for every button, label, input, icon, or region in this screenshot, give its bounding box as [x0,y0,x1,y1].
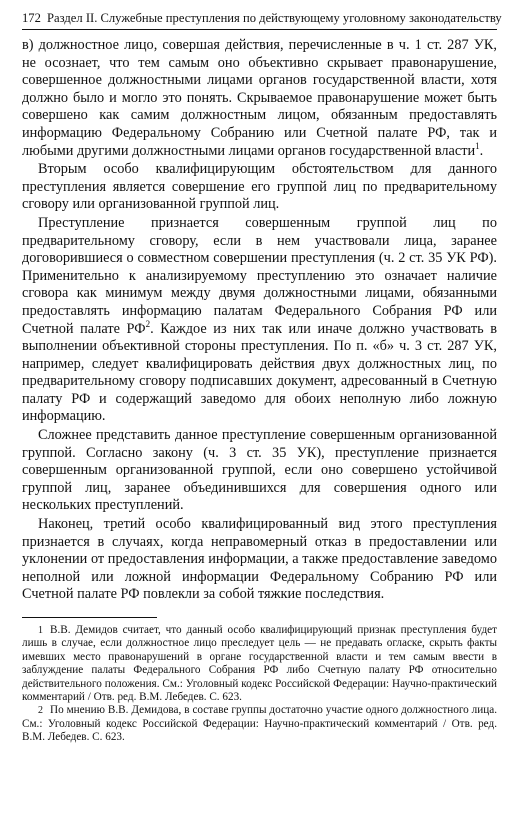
paragraph-3-text-b: . Каждое из них так или иначе должно участвовать в выполнении объективной стороны преступления. По п. «б» ч. 3 ст. 287 УК, например, следует квалифицировать действия двух должностных лиц, по предварительному сговору подписавших документ, адресованный в Счетную палату РФ и содержащий заведомо для обоих неполную либо ложную информацию. [22,320,497,425]
body-text [22,37,497,604]
paragraph-4: Сложнее представить данное преступление совершенным организованной группой. Согласно закону (ч. 3 ст. 35 УК), преступление признается совершенным организованной группой, если оно совершено устойчивой группой лиц, заранее объединившихся для совершения одного или нескольких преступлений. [22,427,497,514]
paragraph-2: Вторым особо квалифицирующим обстоятельством для данного преступления является совершение его группой лиц по предварительному сговору или организованной группой лиц. [22,161,497,213]
footnote-1 [22,624,497,704]
paragraph-5: Наконец, третий особо квалифицированный вид этого преступления признается в случаях, когда неправомерный отказ в предоставлении или уклонении от предоставления информации, а также предоставление заведомо неполной или ложной информации Федеральному Собранию РФ или Счетной палате РФ повлекли за собой тяжкие последствия. [22,516,497,603]
footnote-2 [22,704,497,744]
paragraph-1 [22,37,497,160]
page-number: 172 [22,11,41,25]
footnotes [22,624,497,745]
paragraph-3 [22,215,497,426]
footnote-2-mark: 2 [38,705,43,717]
footnote-1-text: В.В. Демидов считает, что данный особо квалифицирующий признак преступления будет лишь в случае, если должностное лицо преследует цель — не предавать огласке, скрыть факты имевших место правонарушений в органе государственной власти и тем самым ввести в заблуждение палаты Федерального Собрания РФ либо Счетную палату РФ относительно действительного положения. См.: Уголовный кодекс Российской Федерации: Научно-практический комментарий / Отв. ред. В.М. Лебедев. С. 623. [22,624,497,704]
footnote-2-text: По мнению В.В. Демидова, в составе группы достаточно участие одного должностного лица. См.: Уголовный кодекс Российской Федерации: Научно-практический комментарий / Отв. ред. В.М. Лебедев. С. 623. [22,704,497,744]
footnote-divider [22,617,157,618]
running-header [22,10,502,30]
running-title: Раздел II. Служебные преступления по действующему уголовному законодательству [47,11,502,25]
footnote-ref-2[interactable]: 2 [145,318,151,329]
paragraph-1-end: . [479,142,484,159]
footnote-1-mark: 1 [38,625,43,636]
paragraph-1-text: в) должностное лицо, совершая действия, перечисленные в ч. 1 ст. 287 УК, не осознает, что тем самым оно объективно скрывает правонарушение, совершенное должностными лицами органов государственной власти, хотя должно было и могло это понять. Скрываемое правонарушение может быть совершено как самим должностным лицом, обязанным предоставлять информацию Федеральному Собранию или Счетной палате РФ, так и любыми другими должностными лицами органов государственной власти [22,37,497,159]
paragraph-3-text-a: Преступление признается совершенным группой лиц по предварительному сговору, если в нем участвовали лица, заранее договорившиеся о совместном совершении преступления (ч. 2 ст. 35 УК РФ). Применительно к анализируемому преступлению это означает наличие сговора как минимум между двумя должностными лицами, обязанными предоставлять информацию палатам Федерального Собрания РФ или Счетной палате РФ [22,214,497,337]
footnote-ref-1[interactable]: 1 [475,140,480,151]
